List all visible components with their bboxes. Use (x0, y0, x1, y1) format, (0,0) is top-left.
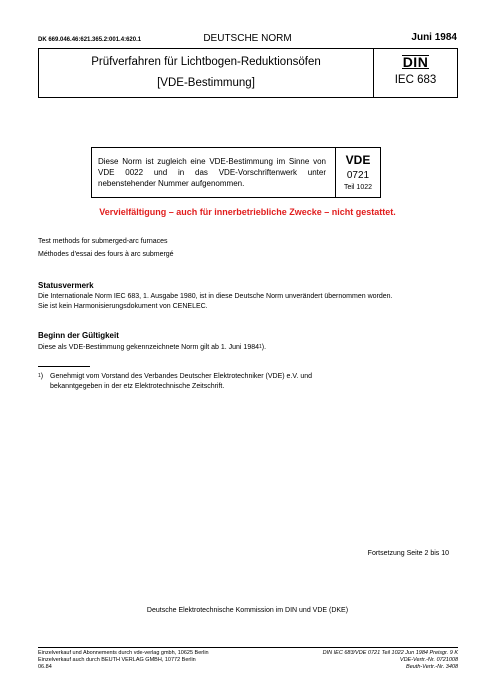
publication-date: Juni 1984 (411, 32, 457, 43)
title-block (38, 48, 458, 98)
validity-sentence: Diese als VDE-Bestimmung gekennzeichnete Norm gilt ab 1. Juni 1984 (38, 344, 260, 351)
footnote-body (50, 372, 312, 392)
vde-label: VDE (345, 153, 371, 167)
vde-number-cell (335, 148, 380, 197)
footnote-line-2: bekanntgegeben in der etz Elektrotechnische Zeitschrift. (50, 383, 225, 390)
din-logo-text: DIN (402, 54, 429, 70)
status-line-2: Sie ist kein Harmonisierungsdokument von CENELEC. (38, 303, 208, 310)
footnote-line-1: Genehmigt vom Vorstand des Verbandes Deutscher Elektrotechniker (VDE) e.V. und (50, 373, 312, 380)
footnote-divider (38, 366, 90, 367)
footer-right (300, 650, 458, 671)
footnote-mark (38, 372, 43, 382)
iec-number: IEC 683 (394, 74, 437, 86)
din-logo (374, 54, 457, 70)
document-title: Prüfverfahren für Lichtbogen-Reduktionsöfen (91, 56, 321, 68)
footer-right-line-1: DIN IEC 683/VDE 0721 Teil 1022 Jun 1984 Preisgr. 9 K (322, 650, 458, 656)
continuation-note: Fortsetzung Seite 2 bis 10 (367, 550, 449, 557)
status-heading: Statusvermerk (38, 281, 94, 290)
vde-notice-text: Diese Norm ist zugleich eine VDE-Bestimmung im Sinne von VDE 0022 und in das VDE-Vorschriftenwerk unter nebenstehender Nummer aufgenommen. (98, 157, 326, 188)
footnote-reference: 1 (259, 344, 262, 350)
title-english: Test methods for submerged-arc furnaces (38, 238, 168, 245)
vde-notice-box (91, 147, 381, 198)
validity-heading: Beginn der Gültigkeit (38, 331, 119, 340)
dke-line: Deutsche Elektrotechnische Kommission im DIN und VDE (DKE) (146, 607, 349, 614)
standard-id-cell (374, 49, 457, 97)
title-cell (39, 49, 374, 97)
dk-number: DK 669.046.46:621.365.2:001.4:620.1 (38, 37, 142, 43)
validity-close: ). (261, 344, 267, 351)
document-subtitle: [VDE-Bestimmung] (157, 77, 255, 89)
footer-left (38, 650, 209, 671)
title-french: Méthodes d'essai des fours à arc submergé (38, 251, 174, 258)
footer-left-line-2: Einzelverkauf auch durch BEUTH VERLAG GMBH, 10772 Berlin (38, 657, 196, 663)
validity-text (38, 343, 458, 353)
footer-divider (38, 647, 458, 648)
footnote-mark-number: 1 (38, 373, 41, 379)
copy-warning: Vervielfältigung – auch für innerbetriebliche Zwecke – nicht gestattet. (99, 207, 396, 217)
footer-left-line-1: Einzelverkauf und Abonnements durch vde-verlag gmbh, 10625 Berlin (38, 650, 209, 656)
footer-right-line-3: Beuth-Vertr.-Nr. 3408 (406, 664, 458, 670)
footnote-mark-paren: ) (40, 373, 44, 380)
vde-number: 0721 (346, 170, 370, 181)
footer-right-line-2: VDE-Vertr.-Nr. 0721008 (399, 657, 458, 663)
footer-left-line-3: 06.84 (38, 664, 52, 670)
vde-part: Teil 1022 (343, 184, 373, 191)
status-line-1: Die Internationale Norm IEC 683, 1. Ausgabe 1980, ist in diese Deutsche Norm unverändert übernommen worden. (38, 293, 393, 300)
norm-type-label: DEUTSCHE NORM (203, 33, 292, 44)
